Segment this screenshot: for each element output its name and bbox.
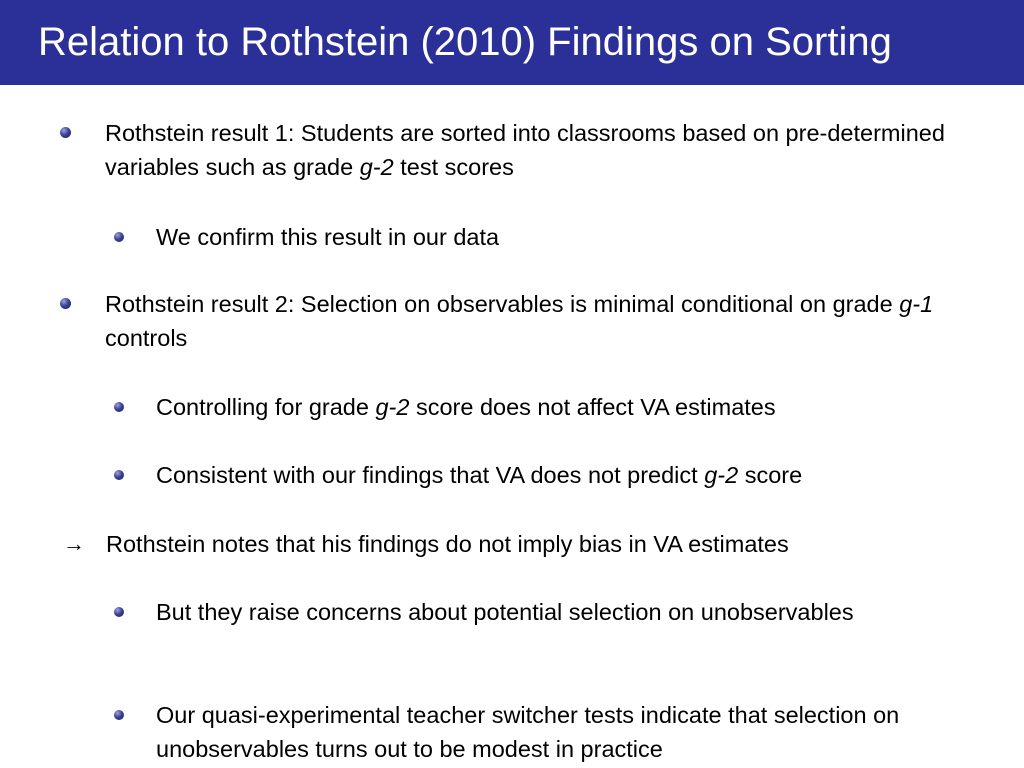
- bullet-text: But they raise concerns about potential selection on unobservables: [156, 599, 854, 625]
- subbullet-consistent-findings: [156, 458, 996, 492]
- subbullet-switcher-tests: [156, 698, 956, 766]
- right-arrow-icon: →: [63, 531, 85, 556]
- bullet-text: Rothstein result 2: Selection on observables is minimal conditional on grade g-1 controls: [105, 291, 934, 351]
- bullet-sphere-icon: [114, 232, 124, 242]
- bullet-text: Our quasi-experimental teacher switcher tests indicate that selection on unobservables turns out to be modest in practice: [156, 702, 900, 762]
- bullet-sphere-icon: [114, 402, 124, 412]
- bullet-text: Rothstein notes that his findings do not imply bias in VA estimates: [106, 531, 789, 557]
- subbullet-raise-concerns: [156, 595, 856, 629]
- bullet-text: Controlling for grade g-2 score does not affect VA estimates: [156, 394, 776, 420]
- subbullet-controlling-g2: [156, 390, 996, 424]
- bullet-text: Rothstein result 1: Students are sorted into classrooms based on pre-determined variables such as grade g-2 test scores: [105, 120, 945, 180]
- bullet-sphere-icon: [60, 127, 71, 138]
- bullet-sphere-icon: [114, 607, 124, 617]
- bullet-rothstein-result-1: [105, 116, 995, 184]
- title-bar: [0, 0, 1024, 85]
- bullet-text: We confirm this result in our data: [156, 224, 500, 250]
- bullet-sphere-icon: [114, 710, 124, 720]
- bullet-sphere-icon: [60, 298, 71, 309]
- bullet-rothstein-result-2: [105, 287, 995, 355]
- bullet-sphere-icon: [114, 470, 124, 480]
- bullet-text: Consistent with our findings that VA does not predict g-2 score: [156, 462, 803, 488]
- arrow-bullet-rothstein-notes: [63, 527, 986, 561]
- slide-title: Relation to Rothstein (2010) Findings on Sorting: [38, 20, 892, 64]
- subbullet-confirm-result: [156, 220, 996, 254]
